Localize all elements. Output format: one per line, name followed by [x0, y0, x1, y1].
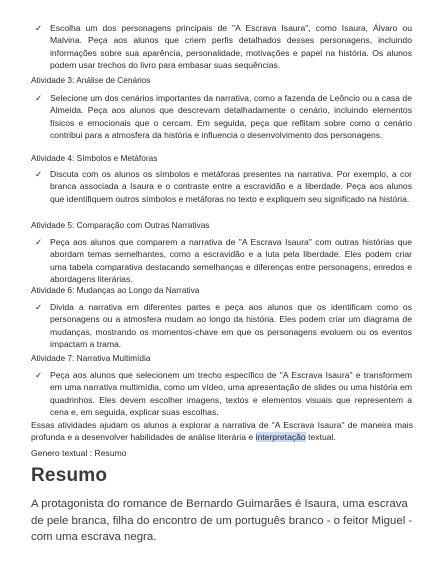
closing-text-before: Essas atividades ajudam os alunos a explorar a narrativa de "A Escrava Isaura" de maneira mais profunda e a desenvolver habilidades de análise literária e: [31, 420, 413, 443]
activity-3-text: Selecione um dos cenários importantes da narrativa, como a fazenda de Leôncio ou a casa de Almeida. Peça aos alunos que descrevam detalhadamente o cenário, incluindo elementos físicos e emocionais que o cercam. Em seguida, peça que reflitam sobre como o cenário contribui para a atmosfera da história e influencia o desenvolvimento dos personagens.: [50, 93, 412, 141]
closing-text-after: textual.: [305, 432, 336, 443]
highlighted-word: interpretação: [255, 432, 306, 443]
activity-4-heading: Atividade 4: Símbolos e Metáforas: [31, 153, 158, 163]
checkmark-icon: ✓: [35, 370, 43, 380]
activity-2-text: Escolha um dos personagens principais de "A Escrava Isaura", como Isaura, Álvaro ou Malvina. Peça aos alunos que criem perfis detalhados desses personagens, incluindo informações sobre sua aparência, personalidade, motivações e papel na história. Os alunos podem usar trechos do livro para embasar suas sequências.: [50, 23, 412, 71]
resumo-heading: Resumo: [31, 465, 108, 486]
checkmark-icon: ✓: [35, 93, 43, 103]
checkmark-icon: ✓: [35, 237, 43, 247]
activity-6-heading: Atividade 6: Mudanças ao Longo da Narrativa: [31, 285, 200, 295]
checkmark-icon: ✓: [35, 302, 43, 312]
activity-6-text: Divida a narrativa em diferentes partes e peça aos alunos que os identificam como os personagens ou a atmosfera mudam ao longo da história. Eles podem criar um diagrama de mudanças, mostrando os momentos-chave em que os personagens evoluem ou os eventos impactam a trama.: [50, 302, 412, 350]
activity-5-heading: Atividade 5: Comparação com Outras Narrativas: [31, 220, 210, 230]
closing-paragraph: [31, 419, 413, 444]
activity-4-text: Discuta com os alunos os símbolos e metáforas presentes na narrativa. Por exemplo, a cor branca associada a Isaura e o contraste entre a escravidão e a liberdade. Peça aos alunos que identifiquem outros símbolos e metáforas no texto e expliquem seu significado na história.: [50, 169, 412, 204]
checkmark-icon: ✓: [35, 23, 43, 33]
resumo-body: A protagonista do romance de Bernardo Guimarães é Isaura, uma escrava de pele branca, filha do encontro de um português branco - o feitor Miguel - com uma escrava negra.: [31, 498, 413, 544]
genre-line: Genero textual : Resumo: [31, 448, 127, 458]
activity-5-text: Peça aos alunos que comparem a narrativa de "A Escrava Isaura" com outras histórias que abordam temas semelhantes, como a escravidão e a luta pela liberdade. Eles podem criar uma tabela comparativa destacando semelhanças e diferenças entre personagens, enredos e abordagens literárias.: [50, 237, 412, 285]
activity-7-text: Peça aos alunos que selecionem um trecho específico de "A Escrava Isaura" e transformem em uma narrativa multimídia, como um vídeo, uma apresentação de slides ou uma história em quadrinhos. Eles devem escolher imagens, textos e elementos visuais que representem a cena e, em seguida, explicar suas escolhas.: [50, 370, 412, 418]
checkmark-icon: ✓: [35, 169, 43, 179]
activity-7-heading: Atividade 7: Narrativa Multimídia: [31, 353, 151, 363]
activity-3-heading: Atividade 3: Análise de Cenários: [31, 75, 151, 85]
